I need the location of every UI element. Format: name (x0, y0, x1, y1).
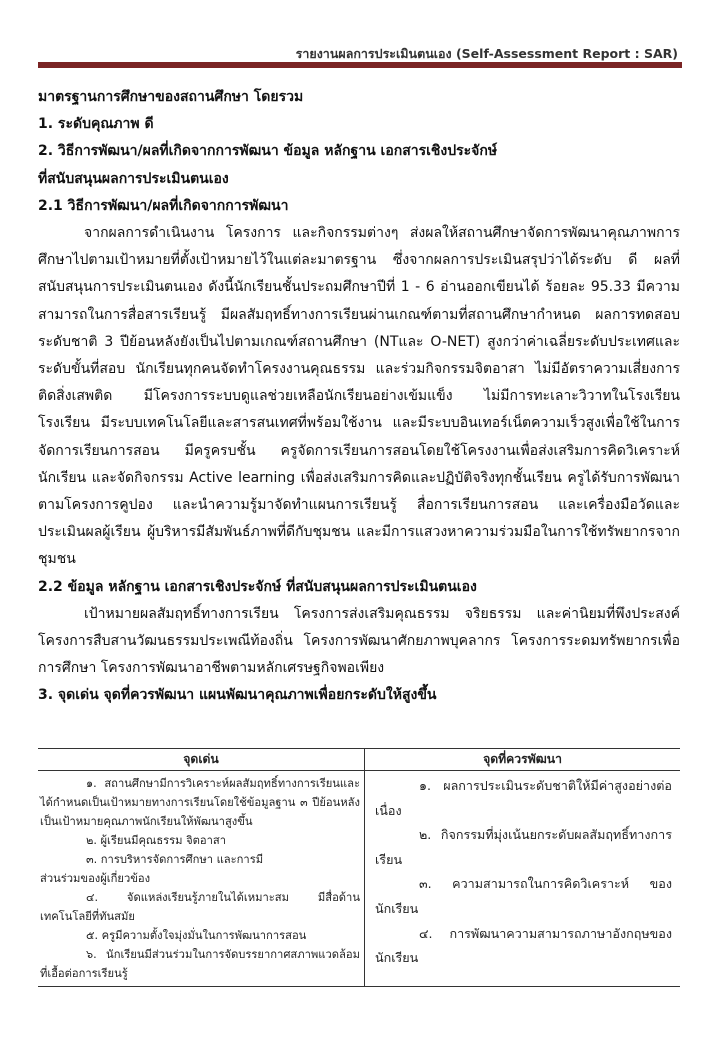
strengths-improvements-table-wrapper (38, 748, 680, 987)
paragraph-section-2-2: เป้าหมายผลสัมฤทธิ์ทางการเรียน โครงการส่งเสริมคุณธรรม จริยธรรม และค่านิยมที่พึงประสงค์ โครงการสืบสานวัฒนธรรมประเพณีท้องถิ่น โครงการพัฒนาศักยภาพบุคลากร โครงการระดมทรัพยากรเพื่อการศึกษา โครงการพัฒนาอาชีพตามหลักเศรษฐกิจพอเพียง (38, 605, 680, 677)
heading-section-3: 3. จุดเด่น จุดที่ควรพัฒนา แผนพัฒนาคุณภาพเพื่อยกระดับให้สูงขึ้น (38, 687, 437, 704)
strength-item: ๔. จัดแหล่งเรียนรู้ภายในได้เหมาะสม มีสื่อด้านเทคโนโลยีที่ทันสมัย (40, 891, 360, 923)
header-divider-bar (38, 62, 682, 68)
heading-section-2-2: 2.2 ข้อมูล หลักฐาน เอกสารเชิงประจักษ์ ที่สนับสนุนผลการประเมินตนเอง (38, 578, 477, 595)
strength-item: ส่วนร่วมของผู้เกี่ยวข้อง (40, 872, 151, 885)
heading-quality-level: 1. ระดับคุณภาพ ดี (38, 116, 154, 133)
strength-item: ๒. ผู้เรียนมีคุณธรรม จิตอาสา (86, 834, 227, 847)
improvement-item: ๓. ความสามารถในการคิดวิเคราะห์ ของนักเรียน (375, 876, 672, 916)
strength-item: ๑. สถานศึกษามีการวิเคราะห์ผลสัมฤทธิ์ทางการเรียนและได้กำหนดเป็นเป้าหมายทางการเรียนโดยใช้ข้อมูลฐาน ๓ ปีย้อนหลังเป็นเป้าหมายคุณภาพนักเรียนให้พัฒนาสูงขึ้น (40, 777, 360, 828)
improvement-item: ๑. ผลการประเมินระดับชาติให้มีค่าสูงอย่างต่อเนื่อง (375, 778, 672, 818)
report-header-title: รายงานผลการประเมินตนเอง (Self-Assessment Report : SAR) (295, 46, 678, 61)
document-body (38, 84, 680, 710)
improvement-item: ๒. กิจกรรมที่มุ่งเน้นยกระดับผลสัมฤทธิ์ทางการเรียน (375, 827, 672, 867)
heading-main: มาตรฐานการศึกษาของสถานศึกษา โดยรวม (38, 89, 304, 105)
strength-item: ๕. ครูมีความตั้งใจมุ่งมั่นในการพัฒนาการสอน (86, 929, 307, 942)
column-header-improvements: จุดที่ควรพัฒนา (365, 749, 681, 771)
paragraph-section-2-1: จากผลการดำเนินงาน โครงการ และกิจกรรมต่างๆ ส่งผลให้สถานศึกษาจัดการพัฒนาคุณภาพการศึกษาไปตามเป้าหมายที่ตั้งเป้าหมายไว้ในแต่ละมาตรฐาน ซึ่งจากผลการประเมินสรุปว่าได้ระดับ ดี ผลที่สนับสนุนการประเมินตนเอง ดังนี้นักเรียนชั้นประถมศึกษาปีที่ 1 - 6 อ่านออกเขียนได้ ร้อยละ 95.33 มีความสามารถในการสื่อสารเรียนรู้ มีผลสัมฤทธิ์ทางการเรียนผ่านเกณฑ์ตามที่สถานศึกษากำหนด ผลการทดสอบระดับชาติ 3 ปีย้อนหลังยังเป็นไปตามเกณฑ์สถานศึกษา (NTและ O-NET) สูงกว่าค่าเฉลี่ยระดับประเทศและระดับขั้นที่สอบ นักเรียนทุกคนจัดทำโครงงานคุณธรรม และร่วมกิจกรรมจิตอาสา ไม่มีอัตราความเสี่ยงการติดสิ่งเสพติด มีโครงการระบบดูแลช่วยเหลือนักเรียนอย่างเข้มแข็ง ไม่มีการทะเลาะวิวาทในโรงเรียน โรงเรียน มีระบบเทคโนโลยีและสารสนเทศที่พร้อมใช้งาน และมีระบบอินเทอร์เน็ตความเร็วสูงเพื่อใช้ในการจัดการเรียนการสอน มีครูครบชั้น ครูจัดการเรียนการสอนโดยใช้โครงงานเพื่อส่งเสริมการคิดวิเคราะห์นักเรียน และจัดกิจกรรม Active learning เพื่อส่งเสริมการคิดและปฏิบัติจริงทุกชั้นเรียน ครูได้รับการพัฒนาตามโครงการคูปอง และนำความรู้มาจัดทำแผนการเรียนรู้ สื่อการเรียนการสอน และเครื่องมือวัดและประเมินผลผู้เรียน ผู้บริหารมีสัมพันธ์ภาพที่ดีกับชุมชน และมีการแสวงหาความร่วมมือในการใช้ทรัพยากรจากชุมชน (38, 225, 680, 568)
strengths-improvements-table (38, 748, 680, 987)
table-header-row (38, 749, 680, 771)
strengths-cell (38, 771, 365, 987)
strength-item: ๓. การบริหารจัดการศึกษา และการมี (86, 853, 264, 866)
strength-item: ๖. นักเรียนมีส่วนร่วมในการจัดบรรยากาศสภาพแวดล้อมที่เอื้อต่อการเรียนรู้ (40, 948, 360, 980)
column-header-strengths: จุดเด่น (38, 749, 365, 771)
improvements-cell (365, 771, 681, 987)
improvement-item: ๔. การพัฒนาความสามารถภาษาอังกฤษของนักเรียน (375, 925, 672, 966)
heading-section-2-1: 2.1 วิธีการพัฒนา/ผลที่เกิดจากการพัฒนา (38, 197, 289, 214)
table-row (38, 771, 680, 987)
heading-section-2-line2: ที่สนับสนุนผลการประเมินตนเอง (38, 170, 229, 187)
heading-section-2-line1: 2. วิธีการพัฒนา/ผลที่เกิดจากการพัฒนา ข้อมูล หลักฐาน เอกสารเชิงประจักษ์ (38, 143, 498, 160)
